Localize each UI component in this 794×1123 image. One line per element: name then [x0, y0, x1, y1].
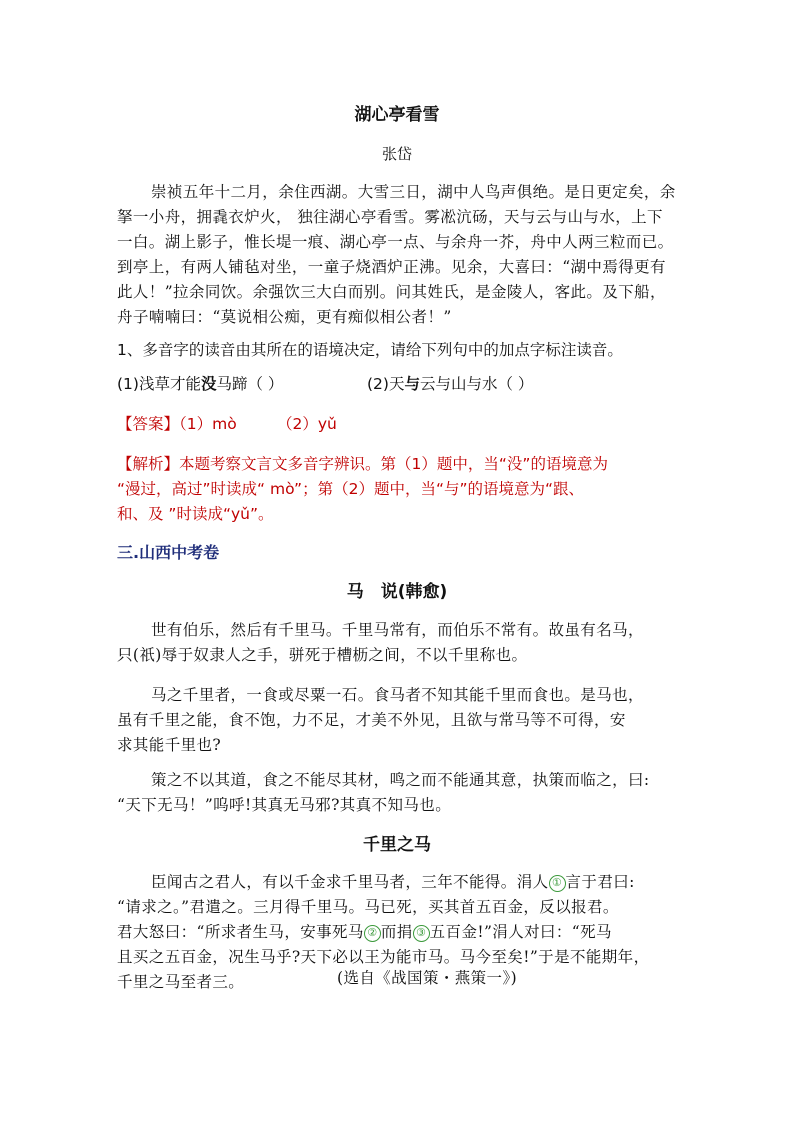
passage3-source: (选自《战国策・燕策一》) [337, 969, 518, 987]
passage3-line [151, 870, 635, 892]
passage2-line: 求其能千里也? [117, 736, 222, 754]
passage2-line: 策之不以其道，食之不能尽其材，鸣之而不能通其意，执策而临之，曰: [151, 771, 650, 789]
item2-dotted-char: 与 [404, 375, 420, 393]
passage3-line [117, 920, 612, 942]
passage1-author: 张岱 [381, 145, 412, 163]
annotation-marker: ① [549, 875, 566, 892]
passage2-line: 虽有千里之能，食不饱，力不足，才美不外见，且欲与常马等不可得，安 [117, 711, 626, 729]
analysis-line-1 [117, 452, 608, 474]
passage3-title: 千里之马 [363, 835, 431, 855]
analysis-line-2: “漫过，高过”时读成“ mò”；第（2）题中，当“与”的语境意为“跟、 [117, 480, 585, 498]
passage3-line: 且买之五百金，况生马乎?天下必以王为能市马。马今至矣!”于是不能期年， [117, 948, 650, 966]
item1-prefix: (1)浅草才能 [117, 375, 201, 393]
answer-line [117, 412, 237, 434]
passage1-line: 崇祯五年十二月，余住西湖。大雪三日，湖中人鸟声俱绝。是日更定矣，余 [151, 183, 676, 201]
item2-prefix: (2)天 [367, 375, 405, 393]
annotation-marker: ③ [413, 925, 430, 942]
analysis-line-3: 和、及 ”时读成“yǔ”。 [117, 505, 274, 523]
question-item-1 [117, 372, 283, 394]
section-heading: 三.山西中考卷 [117, 543, 220, 562]
passage2-line: 只(祇)辱于奴隶人之手，骈死于槽枥之间，不以千里称也。 [117, 646, 528, 664]
answer-2: （2）yǔ [277, 415, 337, 433]
passage1-line: 到亭上，有两人铺毡对坐，一童子烧酒炉正沸。见余，大喜曰：“湖中焉得更有 [117, 258, 666, 276]
passage3-line: “请求之。”君遣之。三月得千里马。马已死，买其首五百金，反以报君。 [117, 898, 619, 916]
passage3-text: 君大怒曰：“所求者生马，安事死马 [117, 923, 364, 941]
analysis-text-1: 本题考察文言文多音字辨识。第（1）题中，当“没”的语境意为 [179, 455, 608, 473]
answer-1: （1）mò [179, 415, 237, 433]
passage3-text: 言于君曰: [565, 873, 635, 891]
passage1-title: 湖心亭看雪 [354, 105, 440, 125]
passage3-text: 臣闻古之君人，有以千金求千里马者，三年不能得。涓人 [151, 873, 549, 891]
annotation-marker: ② [364, 925, 381, 942]
item1-suffix: 马蹄（ ） [216, 375, 284, 393]
passage1-line: 一白。湖上影子，惟长堤一痕、湖心亭一点、与余舟一芥，舟中人两三粒而已。 [117, 233, 674, 251]
passage1-line: 拏一小舟，拥毳衣炉火， 独往湖心亭看雪。雾凇沆砀，天与云与山与水，上下 [117, 208, 663, 226]
passage2-line: “天下无马！”呜呼!其真无马邪?其真不知马也。 [117, 796, 452, 814]
question-stem: 1、多音字的读音由其所在的语境决定，请给下列句中的加点字标注读音。 [117, 341, 623, 359]
question-item-2 [367, 372, 533, 394]
passage1-line: 舟子喃喃曰：“莫说相公痴，更有痴似相公者！” [117, 308, 452, 326]
passage2-line: 世有伯乐，然后有千里马。千里马常有，而伯乐不常有。故虽有名马， [151, 621, 644, 639]
item2-suffix: 云与山与水（ ） [419, 375, 534, 393]
item1-dotted-char: 没 [200, 375, 217, 393]
passage3-text: 五百金!”涓人对曰：“死马 [429, 923, 612, 941]
passage3-line: 千里之马至者三。 [117, 973, 245, 991]
answer-label: 【答案】 [117, 415, 180, 433]
passage2-title: 马 说(韩愈) [346, 582, 448, 602]
passage3-text: 而捐 [380, 923, 413, 941]
passage2-line: 马之千里者，一食或尽粟一石。食马者不知其能千里而食也。是马也， [151, 686, 644, 704]
analysis-label: 【解析】 [117, 455, 180, 473]
passage1-line: 此人！”拉余同饮。余强饮三大白而别。问其姓氏，是金陵人，客此。及下船， [117, 283, 666, 301]
